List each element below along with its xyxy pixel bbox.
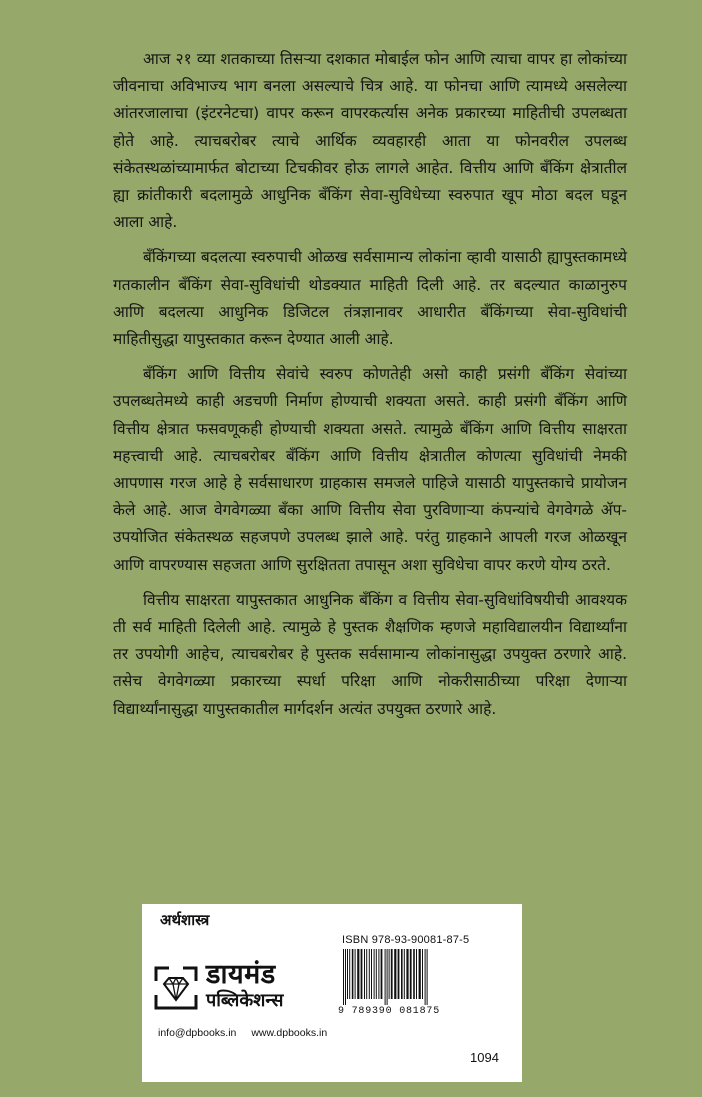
- back-cover-blurb: [113, 46, 627, 731]
- diamond-logo-icon: [152, 964, 200, 1012]
- blurb-paragraph-2: बँकिंगच्या बदलत्या स्वरुपाची ओळख सर्वसामान्य लोकांना व्हावी यासाठी ह्यापुस्तकामध्ये गतकालीन बँकिंग सेवा-सुविधांची थोडक्यात माहिती दिली आहे. तर बदल्यात काळानुरुप आणि बदलत्या आधुनिक डिजिटल तंत्रज्ञानावर आधारीत बँकिंगच्या सेवा-सुविधांची माहितीसुद्धा यापुस्तकात करून देण्यात आली आहे.: [113, 248, 627, 349]
- publisher-contacts: [158, 1027, 327, 1039]
- blurb-paragraph-1: आज २१ व्या शतकाच्या तिसऱ्या दशकात मोबाईल फोन आणि त्याचा वापर हा लोकांच्या जीवनाचा अविभाज्य भाग बनला असल्याचे चित्र आहे. या फोनचा आणि त्यामध्ये असलेल्या आंतरजालाचा (इंटरनेटचा) वापर करून वापरकर्त्यास अनेक प्रकारच्या माहितीची उपलब्धता होते आहे. त्याचबरोबर त्याचे आर्थिक व्यवहारही आता या फोनवरील उपलब्ध संकेतस्थळांच्यामार्फत बोटाच्या टिचकीवर होऊ लागले आहेत. वित्तीय आणि बँकिंग क्षेत्रातील ह्या क्रांतीकारी बदलामुळे आधुनिक बँकिंग सेवा-सुविधेच्या स्वरुपात खूप मोठा बदल घडून आला आहे.: [113, 50, 627, 232]
- publisher-website: www.dpbooks.in: [251, 1027, 328, 1039]
- publisher-panel: [142, 904, 522, 1082]
- publisher-name-line2: पब्लिकेशन्स: [206, 990, 284, 1011]
- isbn-number: ISBN 978-93-90081-87-5: [342, 934, 470, 946]
- blurb-paragraph-3: बँकिंग आणि वित्तीय सेवांचे स्वरुप कोणतेही असो काही प्रसंगी बँकिंग सेवांच्या उपलब्धतेमध्ये काही अडचणी निर्माण होण्याची शक्यता असते. काही प्रसंगी बँकिंग आणि वित्तीय क्षेत्रात फसवणूकही होण्याची शक्यता असते. त्यामुळे बँकिंग आणि वित्तीय साक्षरता महत्त्वाची आहे. त्याचबरोबर बँकिंग आणि वित्तीय क्षेत्रातील कोणत्या सुविधांची नेमकी आपणास गरज आहे हे सर्वसाधारण ग्राहकास समजले पाहिजे यासाठी यापुस्तकाचे प्रायोजन केले आहे. आज वेगवेगळ्या बँका आणि वित्तीय सेवा पुरविणाऱ्या कंपन्यांचे वेगवेगळे ॲप-उपयोजित संकेतस्थळ सहजपणे उपलब्ध झाले आहे. परंतु ग्राहकाने आपली गरज ओळखून आणि वापरण्यास सहजता आणि सुरक्षितता तपासून अशा सुविधेचा वापर करणे योग्य ठरते.: [113, 365, 627, 574]
- barcode-digits: 9 789390 081875: [338, 1006, 441, 1017]
- book-code: 1094: [470, 1050, 499, 1065]
- barcode: [342, 949, 450, 1005]
- book-category: अर्थशास्त्र: [160, 911, 210, 929]
- publisher-logo-text: [206, 960, 336, 1012]
- publisher-name-line1: डायमंड: [206, 959, 276, 990]
- blurb-paragraph-4: वित्तीय साक्षरता यापुस्तकात आधुनिक बँकिंग व वित्तीय सेवा-सुविधांविषयीची आवश्यक ती सर्व माहिती दिलेली आहे. त्यामुळे हे पुस्तक शैक्षणिक म्हणजे महाविद्यालयीन विद्यार्थ्यांना तर उपयोगी आहेच, त्याचबरोबर हे पुस्तक सर्वसामान्य लोकांनासुद्धा उपयुक्त ठरणारे आहे. तसेच वेगवेगळ्या प्रकारच्या स्पर्धा परिक्षा आणि नोकरीसाठीच्या परिक्षा देणाऱ्या विद्यार्थ्यांनासुद्धा यापुस्तकातील मार्गदर्शन अत्यंत उपयुक्त ठरणारे आहे.: [113, 590, 627, 718]
- publisher-email: info@dpbooks.in: [158, 1027, 237, 1039]
